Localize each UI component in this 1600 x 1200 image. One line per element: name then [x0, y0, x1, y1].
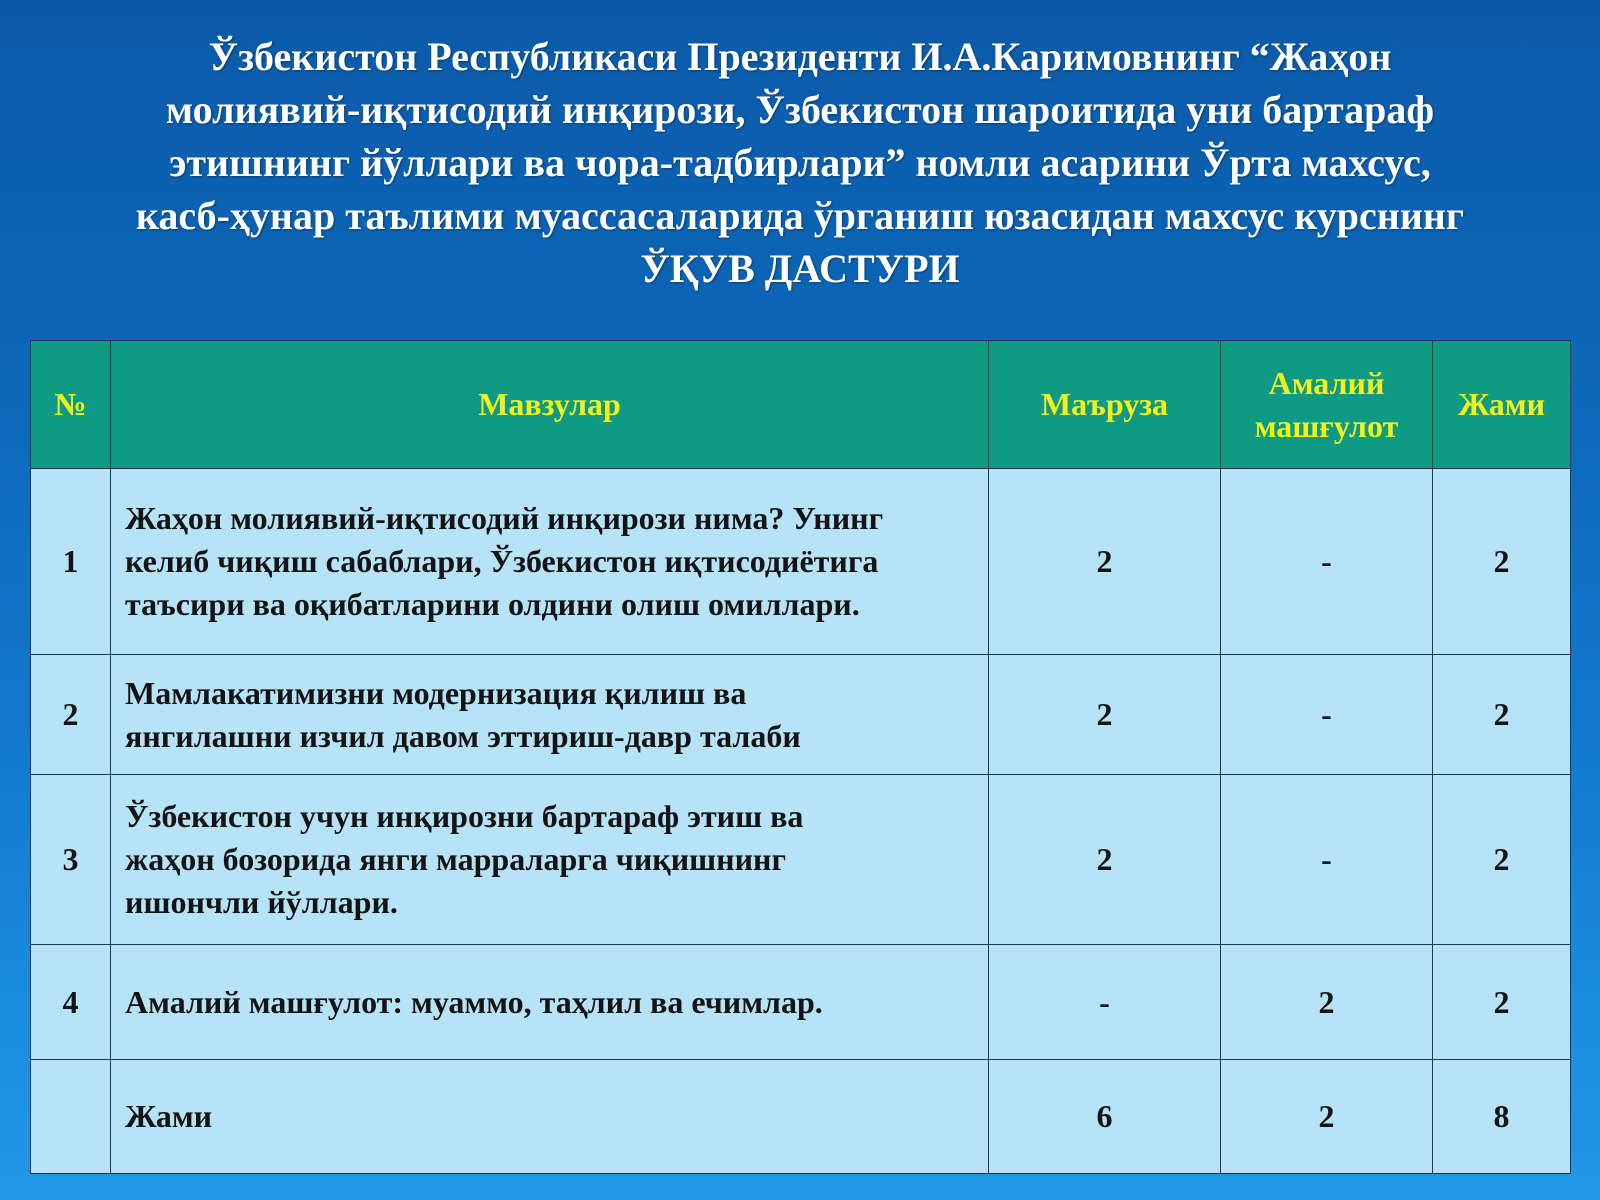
title-line: этишнинг йўллари ва чора-тадбирлари” номли асарини Ўрта махсус, — [169, 140, 1431, 185]
header-practice-line: машғулот — [1254, 407, 1399, 444]
topic-line: ишончли йўллари. — [125, 884, 398, 920]
row-num: 4 — [31, 945, 111, 1060]
row-num: 3 — [31, 775, 111, 945]
total-row-total: 8 — [1433, 1060, 1571, 1174]
topic-line: Мамлакатимизни модернизация қилиш ва — [125, 674, 747, 711]
total-row-lectures: 6 — [989, 1060, 1221, 1174]
topic-line: таъсири ва оқибатларини олдини олиш омиллари. — [125, 586, 860, 622]
total-row-num — [31, 1060, 111, 1174]
header-num: № — [31, 341, 111, 469]
header-total: Жами — [1433, 341, 1571, 469]
curriculum-table — [30, 340, 1571, 1174]
row-topic — [111, 655, 989, 775]
topic-line: Амалий машғулот: муаммо, таҳлил ва ечимлар. — [125, 983, 823, 1020]
table-row — [31, 469, 1571, 655]
header-practice-line: Амалий — [1268, 364, 1385, 401]
row-total: 2 — [1433, 469, 1571, 655]
row-num: 1 — [31, 469, 111, 655]
title-line: касб-ҳунар таълими муассасаларида ўрганиш юзасидан махсус курснинг — [135, 193, 1465, 238]
row-topic — [111, 945, 989, 1060]
row-practice: - — [1221, 775, 1433, 945]
total-row — [31, 1060, 1571, 1174]
row-lectures: 2 — [989, 655, 1221, 775]
row-lectures: 2 — [989, 469, 1221, 655]
row-practice: 2 — [1221, 945, 1433, 1060]
row-num: 2 — [31, 655, 111, 775]
row-total: 2 — [1433, 945, 1571, 1060]
table-row — [31, 945, 1571, 1060]
topic-line: Ўзбекистон учун инқирозни бартараф этиш ва — [125, 798, 804, 834]
topic-line: янгилашни изчил давом эттириш-давр талаби — [125, 717, 801, 754]
row-practice: - — [1221, 469, 1433, 655]
header-topics: Мавзулар — [111, 341, 989, 469]
topic-line: келиб чиқиш сабаблари, Ўзбекистон иқтисодиётига — [125, 543, 879, 579]
table-row — [31, 775, 1571, 945]
header-row — [31, 341, 1571, 469]
topic-line: Жаҳон молиявий-иқтисодий инқирози нима? Унинг — [125, 500, 884, 536]
row-practice: - — [1221, 655, 1433, 775]
header-practice — [1221, 341, 1433, 469]
title-line: молиявий-иқтисодий инқирози, Ўзбекистон шароитида уни бартараф — [165, 87, 1435, 132]
row-total: 2 — [1433, 775, 1571, 945]
topic-line: жаҳон бозорида янги марраларга чиқишнинг — [125, 841, 786, 877]
row-lectures: 2 — [989, 775, 1221, 945]
row-topic — [111, 775, 989, 945]
total-row-label: Жами — [111, 1060, 989, 1174]
row-lectures: - — [989, 945, 1221, 1060]
table-row — [31, 655, 1571, 775]
total-row-practice: 2 — [1221, 1060, 1433, 1174]
title-line: ЎҚУВ ДАСТУРИ — [640, 246, 960, 291]
row-topic — [111, 469, 989, 655]
page-title — [40, 30, 1560, 295]
title-line: Ўзбекистон Республикаси Президенти И.А.Каримовнинг “Жаҳон — [208, 34, 1392, 79]
row-total: 2 — [1433, 655, 1571, 775]
header-lectures: Маъруза — [989, 341, 1221, 469]
